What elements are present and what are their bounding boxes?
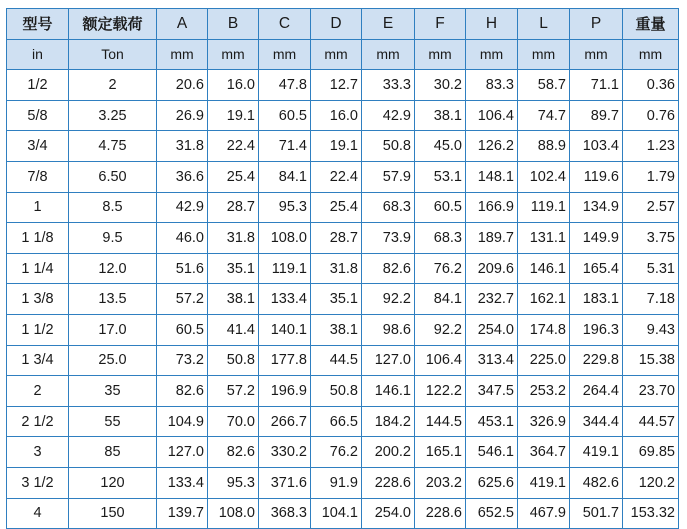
cell-p: 196.3 — [570, 314, 623, 345]
cell-a: 31.8 — [157, 131, 208, 162]
table-row — [7, 345, 679, 376]
cell-e: 92.2 — [362, 284, 415, 315]
cell-weight: 153.32 — [623, 498, 679, 529]
cell-h: 232.7 — [466, 284, 518, 315]
cell-l: 146.1 — [518, 253, 570, 284]
cell-b: 50.8 — [208, 345, 259, 376]
cell-l: 253.2 — [518, 376, 570, 407]
cell-c: 196.9 — [259, 376, 311, 407]
cell-load: 35 — [69, 376, 157, 407]
cell-p: 344.4 — [570, 406, 623, 437]
cell-l: 58.7 — [518, 70, 570, 101]
cell-p: 134.9 — [570, 192, 623, 223]
cell-weight: 9.43 — [623, 314, 679, 345]
header-row-units — [7, 39, 679, 70]
cell-load: 4.75 — [69, 131, 157, 162]
cell-weight: 5.31 — [623, 253, 679, 284]
cell-p: 229.8 — [570, 345, 623, 376]
cell-d: 28.7 — [311, 223, 362, 254]
table-row — [7, 131, 679, 162]
cell-b: 25.4 — [208, 161, 259, 192]
cell-load: 85 — [69, 437, 157, 468]
cell-h: 126.2 — [466, 131, 518, 162]
cell-e: 73.9 — [362, 223, 415, 254]
cell-c: 177.8 — [259, 345, 311, 376]
cell-load: 17.0 — [69, 314, 157, 345]
cell-weight: 0.36 — [623, 70, 679, 101]
cell-d: 12.7 — [311, 70, 362, 101]
cell-size: 4 — [7, 498, 69, 529]
cell-f: 84.1 — [415, 284, 466, 315]
cell-e: 33.3 — [362, 70, 415, 101]
unit-header: mm — [466, 39, 518, 70]
cell-load: 150 — [69, 498, 157, 529]
cell-p: 103.4 — [570, 131, 623, 162]
unit-header: mm — [570, 39, 623, 70]
column-header: E — [362, 9, 415, 40]
cell-a: 127.0 — [157, 437, 208, 468]
cell-a: 26.9 — [157, 100, 208, 131]
cell-l: 119.1 — [518, 192, 570, 223]
cell-a: 60.5 — [157, 314, 208, 345]
unit-header: mm — [157, 39, 208, 70]
cell-f: 165.1 — [415, 437, 466, 468]
unit-header: mm — [362, 39, 415, 70]
cell-size: 1 — [7, 192, 69, 223]
column-header: P — [570, 9, 623, 40]
cell-p: 264.4 — [570, 376, 623, 407]
cell-h: 652.5 — [466, 498, 518, 529]
cell-l: 102.4 — [518, 161, 570, 192]
cell-size: 1 1/8 — [7, 223, 69, 254]
cell-load: 9.5 — [69, 223, 157, 254]
cell-e: 228.6 — [362, 467, 415, 498]
cell-e: 42.9 — [362, 100, 415, 131]
cell-l: 225.0 — [518, 345, 570, 376]
column-header: C — [259, 9, 311, 40]
cell-d: 76.2 — [311, 437, 362, 468]
cell-c: 119.1 — [259, 253, 311, 284]
table-row — [7, 223, 679, 254]
table-row — [7, 161, 679, 192]
cell-l: 74.7 — [518, 100, 570, 131]
cell-c: 371.6 — [259, 467, 311, 498]
cell-a: 42.9 — [157, 192, 208, 223]
cell-a: 57.2 — [157, 284, 208, 315]
column-header: L — [518, 9, 570, 40]
cell-c: 330.2 — [259, 437, 311, 468]
cell-f: 45.0 — [415, 131, 466, 162]
cell-p: 149.9 — [570, 223, 623, 254]
table-row — [7, 284, 679, 315]
table-row — [7, 437, 679, 468]
cell-b: 82.6 — [208, 437, 259, 468]
cell-h: 254.0 — [466, 314, 518, 345]
column-header: 型号 — [7, 9, 69, 40]
cell-e: 184.2 — [362, 406, 415, 437]
cell-f: 30.2 — [415, 70, 466, 101]
table-row — [7, 70, 679, 101]
cell-f: 144.5 — [415, 406, 466, 437]
cell-size: 1/2 — [7, 70, 69, 101]
cell-b: 41.4 — [208, 314, 259, 345]
table-row — [7, 498, 679, 529]
header-row-labels — [7, 9, 679, 40]
cell-weight: 1.23 — [623, 131, 679, 162]
cell-d: 66.5 — [311, 406, 362, 437]
cell-c: 47.8 — [259, 70, 311, 101]
cell-h: 148.1 — [466, 161, 518, 192]
unit-header: mm — [208, 39, 259, 70]
cell-b: 108.0 — [208, 498, 259, 529]
cell-h: 106.4 — [466, 100, 518, 131]
cell-weight: 7.18 — [623, 284, 679, 315]
cell-a: 82.6 — [157, 376, 208, 407]
cell-b: 57.2 — [208, 376, 259, 407]
cell-b: 22.4 — [208, 131, 259, 162]
cell-h: 546.1 — [466, 437, 518, 468]
column-header: F — [415, 9, 466, 40]
column-header: 额定载荷 — [69, 9, 157, 40]
column-header: D — [311, 9, 362, 40]
cell-c: 368.3 — [259, 498, 311, 529]
cell-e: 146.1 — [362, 376, 415, 407]
cell-weight: 120.2 — [623, 467, 679, 498]
table-body — [7, 70, 679, 529]
cell-f: 203.2 — [415, 467, 466, 498]
cell-weight: 2.57 — [623, 192, 679, 223]
cell-h: 313.4 — [466, 345, 518, 376]
cell-d: 104.1 — [311, 498, 362, 529]
column-header: H — [466, 9, 518, 40]
cell-d: 35.1 — [311, 284, 362, 315]
cell-size: 3 — [7, 437, 69, 468]
cell-l: 326.9 — [518, 406, 570, 437]
cell-h: 166.9 — [466, 192, 518, 223]
cell-c: 84.1 — [259, 161, 311, 192]
cell-load: 12.0 — [69, 253, 157, 284]
unit-header: mm — [518, 39, 570, 70]
cell-f: 228.6 — [415, 498, 466, 529]
cell-a: 73.2 — [157, 345, 208, 376]
cell-l: 88.9 — [518, 131, 570, 162]
cell-h: 83.3 — [466, 70, 518, 101]
spec-table — [6, 8, 679, 529]
column-header: 重量 — [623, 9, 679, 40]
cell-l: 467.9 — [518, 498, 570, 529]
cell-d: 16.0 — [311, 100, 362, 131]
table-row — [7, 192, 679, 223]
table-row — [7, 314, 679, 345]
cell-h: 189.7 — [466, 223, 518, 254]
cell-load: 3.25 — [69, 100, 157, 131]
cell-e: 82.6 — [362, 253, 415, 284]
cell-a: 139.7 — [157, 498, 208, 529]
unit-header: in — [7, 39, 69, 70]
cell-weight: 3.75 — [623, 223, 679, 254]
column-header: A — [157, 9, 208, 40]
cell-a: 36.6 — [157, 161, 208, 192]
cell-d: 25.4 — [311, 192, 362, 223]
cell-weight: 44.57 — [623, 406, 679, 437]
cell-b: 95.3 — [208, 467, 259, 498]
cell-b: 16.0 — [208, 70, 259, 101]
cell-e: 254.0 — [362, 498, 415, 529]
cell-f: 106.4 — [415, 345, 466, 376]
cell-p: 71.1 — [570, 70, 623, 101]
cell-weight: 23.70 — [623, 376, 679, 407]
cell-size: 1 3/8 — [7, 284, 69, 315]
cell-f: 92.2 — [415, 314, 466, 345]
cell-e: 200.2 — [362, 437, 415, 468]
cell-l: 364.7 — [518, 437, 570, 468]
cell-weight: 0.76 — [623, 100, 679, 131]
cell-d: 91.9 — [311, 467, 362, 498]
unit-header: mm — [415, 39, 466, 70]
cell-h: 453.1 — [466, 406, 518, 437]
cell-f: 122.2 — [415, 376, 466, 407]
table-row — [7, 406, 679, 437]
cell-l: 162.1 — [518, 284, 570, 315]
cell-a: 51.6 — [157, 253, 208, 284]
cell-size: 1 1/2 — [7, 314, 69, 345]
table-row — [7, 467, 679, 498]
cell-e: 57.9 — [362, 161, 415, 192]
cell-b: 19.1 — [208, 100, 259, 131]
cell-size: 1 1/4 — [7, 253, 69, 284]
cell-size: 5/8 — [7, 100, 69, 131]
cell-l: 131.1 — [518, 223, 570, 254]
cell-h: 625.6 — [466, 467, 518, 498]
cell-e: 50.8 — [362, 131, 415, 162]
cell-a: 104.9 — [157, 406, 208, 437]
cell-size: 3/4 — [7, 131, 69, 162]
cell-c: 266.7 — [259, 406, 311, 437]
cell-d: 31.8 — [311, 253, 362, 284]
cell-c: 140.1 — [259, 314, 311, 345]
cell-p: 501.7 — [570, 498, 623, 529]
cell-size: 1 3/4 — [7, 345, 69, 376]
cell-l: 174.8 — [518, 314, 570, 345]
cell-b: 70.0 — [208, 406, 259, 437]
cell-c: 60.5 — [259, 100, 311, 131]
cell-l: 419.1 — [518, 467, 570, 498]
column-header: B — [208, 9, 259, 40]
cell-c: 133.4 — [259, 284, 311, 315]
unit-header: mm — [259, 39, 311, 70]
unit-header: mm — [311, 39, 362, 70]
cell-h: 209.6 — [466, 253, 518, 284]
cell-d: 22.4 — [311, 161, 362, 192]
cell-b: 35.1 — [208, 253, 259, 284]
cell-p: 165.4 — [570, 253, 623, 284]
cell-c: 108.0 — [259, 223, 311, 254]
cell-c: 71.4 — [259, 131, 311, 162]
cell-b: 28.7 — [208, 192, 259, 223]
cell-d: 38.1 — [311, 314, 362, 345]
cell-f: 76.2 — [415, 253, 466, 284]
unit-header: Ton — [69, 39, 157, 70]
cell-p: 119.6 — [570, 161, 623, 192]
unit-header: mm — [623, 39, 679, 70]
cell-e: 98.6 — [362, 314, 415, 345]
cell-a: 133.4 — [157, 467, 208, 498]
table-row — [7, 100, 679, 131]
cell-d: 50.8 — [311, 376, 362, 407]
cell-p: 419.1 — [570, 437, 623, 468]
cell-size: 2 1/2 — [7, 406, 69, 437]
cell-p: 183.1 — [570, 284, 623, 315]
cell-load: 13.5 — [69, 284, 157, 315]
cell-weight: 69.85 — [623, 437, 679, 468]
cell-b: 38.1 — [208, 284, 259, 315]
cell-e: 68.3 — [362, 192, 415, 223]
cell-f: 38.1 — [415, 100, 466, 131]
cell-load: 55 — [69, 406, 157, 437]
cell-load: 2 — [69, 70, 157, 101]
cell-load: 25.0 — [69, 345, 157, 376]
cell-a: 46.0 — [157, 223, 208, 254]
cell-f: 60.5 — [415, 192, 466, 223]
cell-d: 44.5 — [311, 345, 362, 376]
cell-f: 68.3 — [415, 223, 466, 254]
cell-p: 89.7 — [570, 100, 623, 131]
cell-f: 53.1 — [415, 161, 466, 192]
cell-c: 95.3 — [259, 192, 311, 223]
cell-weight: 15.38 — [623, 345, 679, 376]
table-row — [7, 253, 679, 284]
cell-e: 127.0 — [362, 345, 415, 376]
cell-size: 2 — [7, 376, 69, 407]
cell-size: 3 1/2 — [7, 467, 69, 498]
cell-h: 347.5 — [466, 376, 518, 407]
cell-size: 7/8 — [7, 161, 69, 192]
cell-a: 20.6 — [157, 70, 208, 101]
cell-p: 482.6 — [570, 467, 623, 498]
cell-load: 120 — [69, 467, 157, 498]
table-row — [7, 376, 679, 407]
cell-d: 19.1 — [311, 131, 362, 162]
cell-load: 8.5 — [69, 192, 157, 223]
cell-b: 31.8 — [208, 223, 259, 254]
cell-weight: 1.79 — [623, 161, 679, 192]
cell-load: 6.50 — [69, 161, 157, 192]
